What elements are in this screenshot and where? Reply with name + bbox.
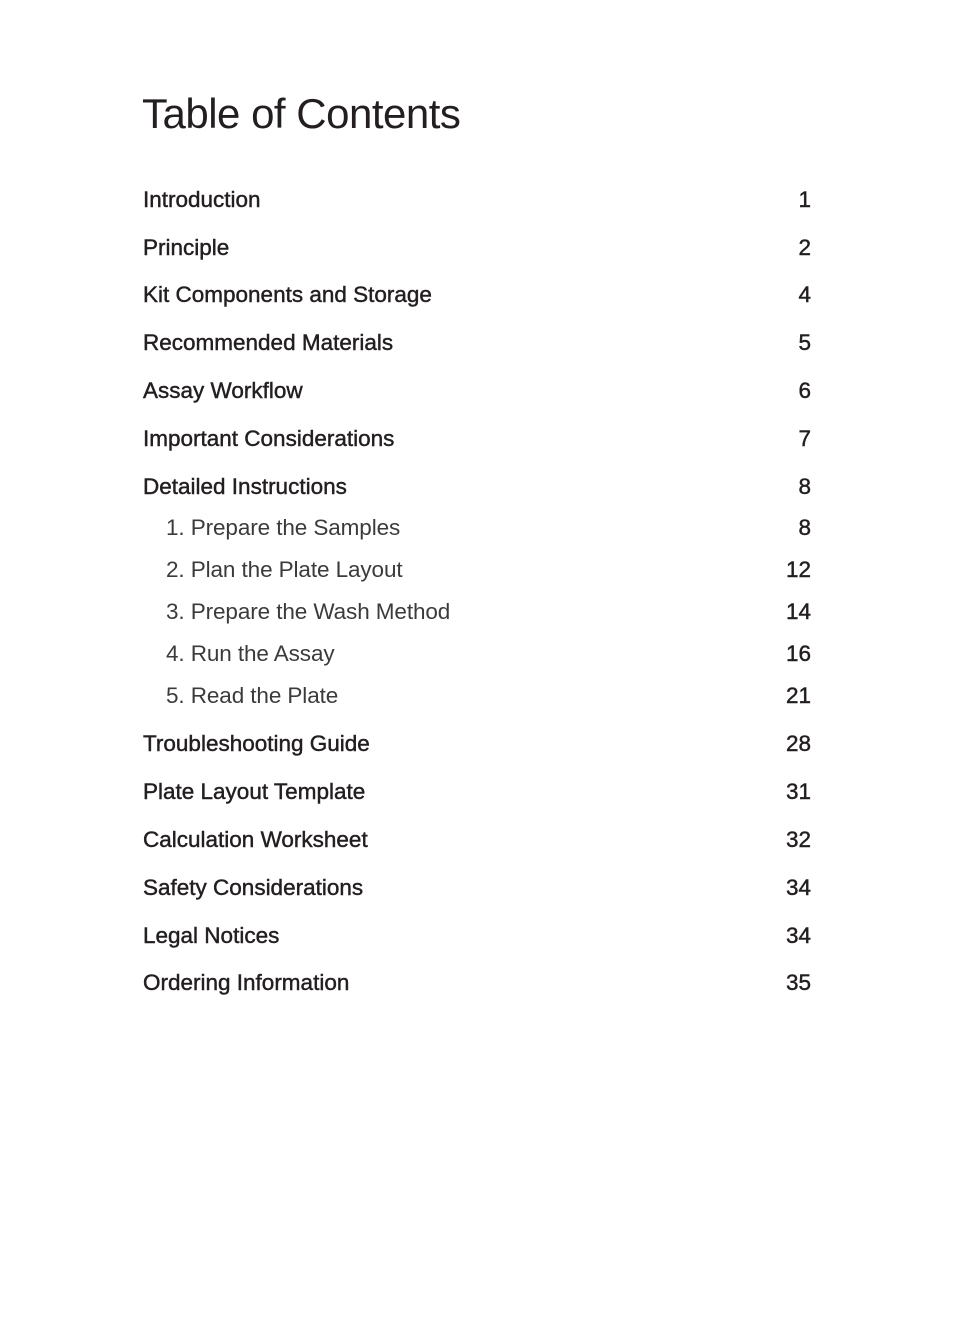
toc-entry-page: 7 [798,425,811,451]
toc-entry-page: 8 [798,473,811,499]
toc-subentry-page: 16 [785,641,811,667]
toc-entry-important-considerations[interactable] [143,415,811,463]
toc-subentry-label: 3. Prepare the Wash Method [166,599,451,625]
toc-entry-page: 35 [785,970,811,996]
toc-entry-label: Troubleshooting Guide [143,731,370,757]
toc-entry-ordering-information[interactable] [143,960,811,1008]
toc-entry-label: Assay Workflow [143,378,303,404]
toc-entry-calculation-worksheet[interactable] [143,816,811,864]
toc-entry-label: Safety Considerations [143,874,364,900]
toc-entry-detailed-instructions[interactable] [143,463,811,511]
toc-subentry-page: 8 [798,514,811,540]
toc-subentry-prepare-wash-method[interactable] [143,591,811,633]
toc-subentry-run-assay[interactable] [143,633,811,675]
toc-entry-page: 4 [798,282,811,308]
toc-subentry-label: 2. Plan the Plate Layout [166,556,403,582]
toc-entry-page: 34 [785,922,811,948]
toc-entry-page: 32 [785,827,811,852]
toc-entry-label: Recommended Materials [143,330,394,356]
toc-entry-label: Principle [143,234,230,260]
toc-subentry-page: 21 [785,683,811,709]
toc-entry-page: 28 [785,731,811,757]
toc-subentry-page: 14 [785,599,811,625]
toc-entry-label: Introduction [143,186,261,212]
toc-entry-label: Ordering Information [143,970,350,996]
toc-entry-page: 5 [798,330,811,356]
toc-subentry-label: 5. Read the Plate [166,683,339,709]
toc-entry-page: 31 [785,779,811,805]
toc-entry-page: 6 [798,378,811,404]
toc-entry-assay-workflow[interactable] [143,367,811,415]
toc-entry-label: Plate Layout Template [143,779,366,805]
toc-subentry-read-plate[interactable] [143,675,811,717]
toc-entry-safety-considerations[interactable] [143,864,811,912]
toc-subentry-page: 12 [785,556,811,582]
toc-entry-principle[interactable] [143,224,811,272]
toc-subentry-prepare-samples[interactable] [143,507,811,549]
toc-entry-label: Important Considerations [143,425,395,451]
toc-entry-label: Calculation Worksheet [143,827,368,852]
toc-subentry-label: 4. Run the Assay [166,641,335,667]
toc-entry-label: Kit Components and Storage [143,282,432,308]
toc-entry-page: 2 [798,234,811,260]
toc-entry-introduction[interactable] [143,176,811,224]
toc-entry-label: Detailed Instructions [143,473,347,499]
toc-subentry-label: 1. Prepare the Samples [166,514,401,540]
toc-entry-plate-layout-template[interactable] [143,768,811,816]
page-title: Table of Contents [142,90,461,137]
toc-subentry-plan-plate-layout[interactable] [143,549,811,591]
toc-entry-legal-notices[interactable] [143,912,811,960]
toc-entry-recommended-materials[interactable] [143,319,811,367]
toc-entry-label: Legal Notices [143,922,280,948]
toc-entry-troubleshooting-guide[interactable] [143,721,811,769]
toc-entry-kit-components[interactable] [143,272,811,320]
toc-entry-page: 1 [798,186,811,212]
toc-list [143,176,811,1007]
toc-entry-page: 34 [785,874,811,900]
